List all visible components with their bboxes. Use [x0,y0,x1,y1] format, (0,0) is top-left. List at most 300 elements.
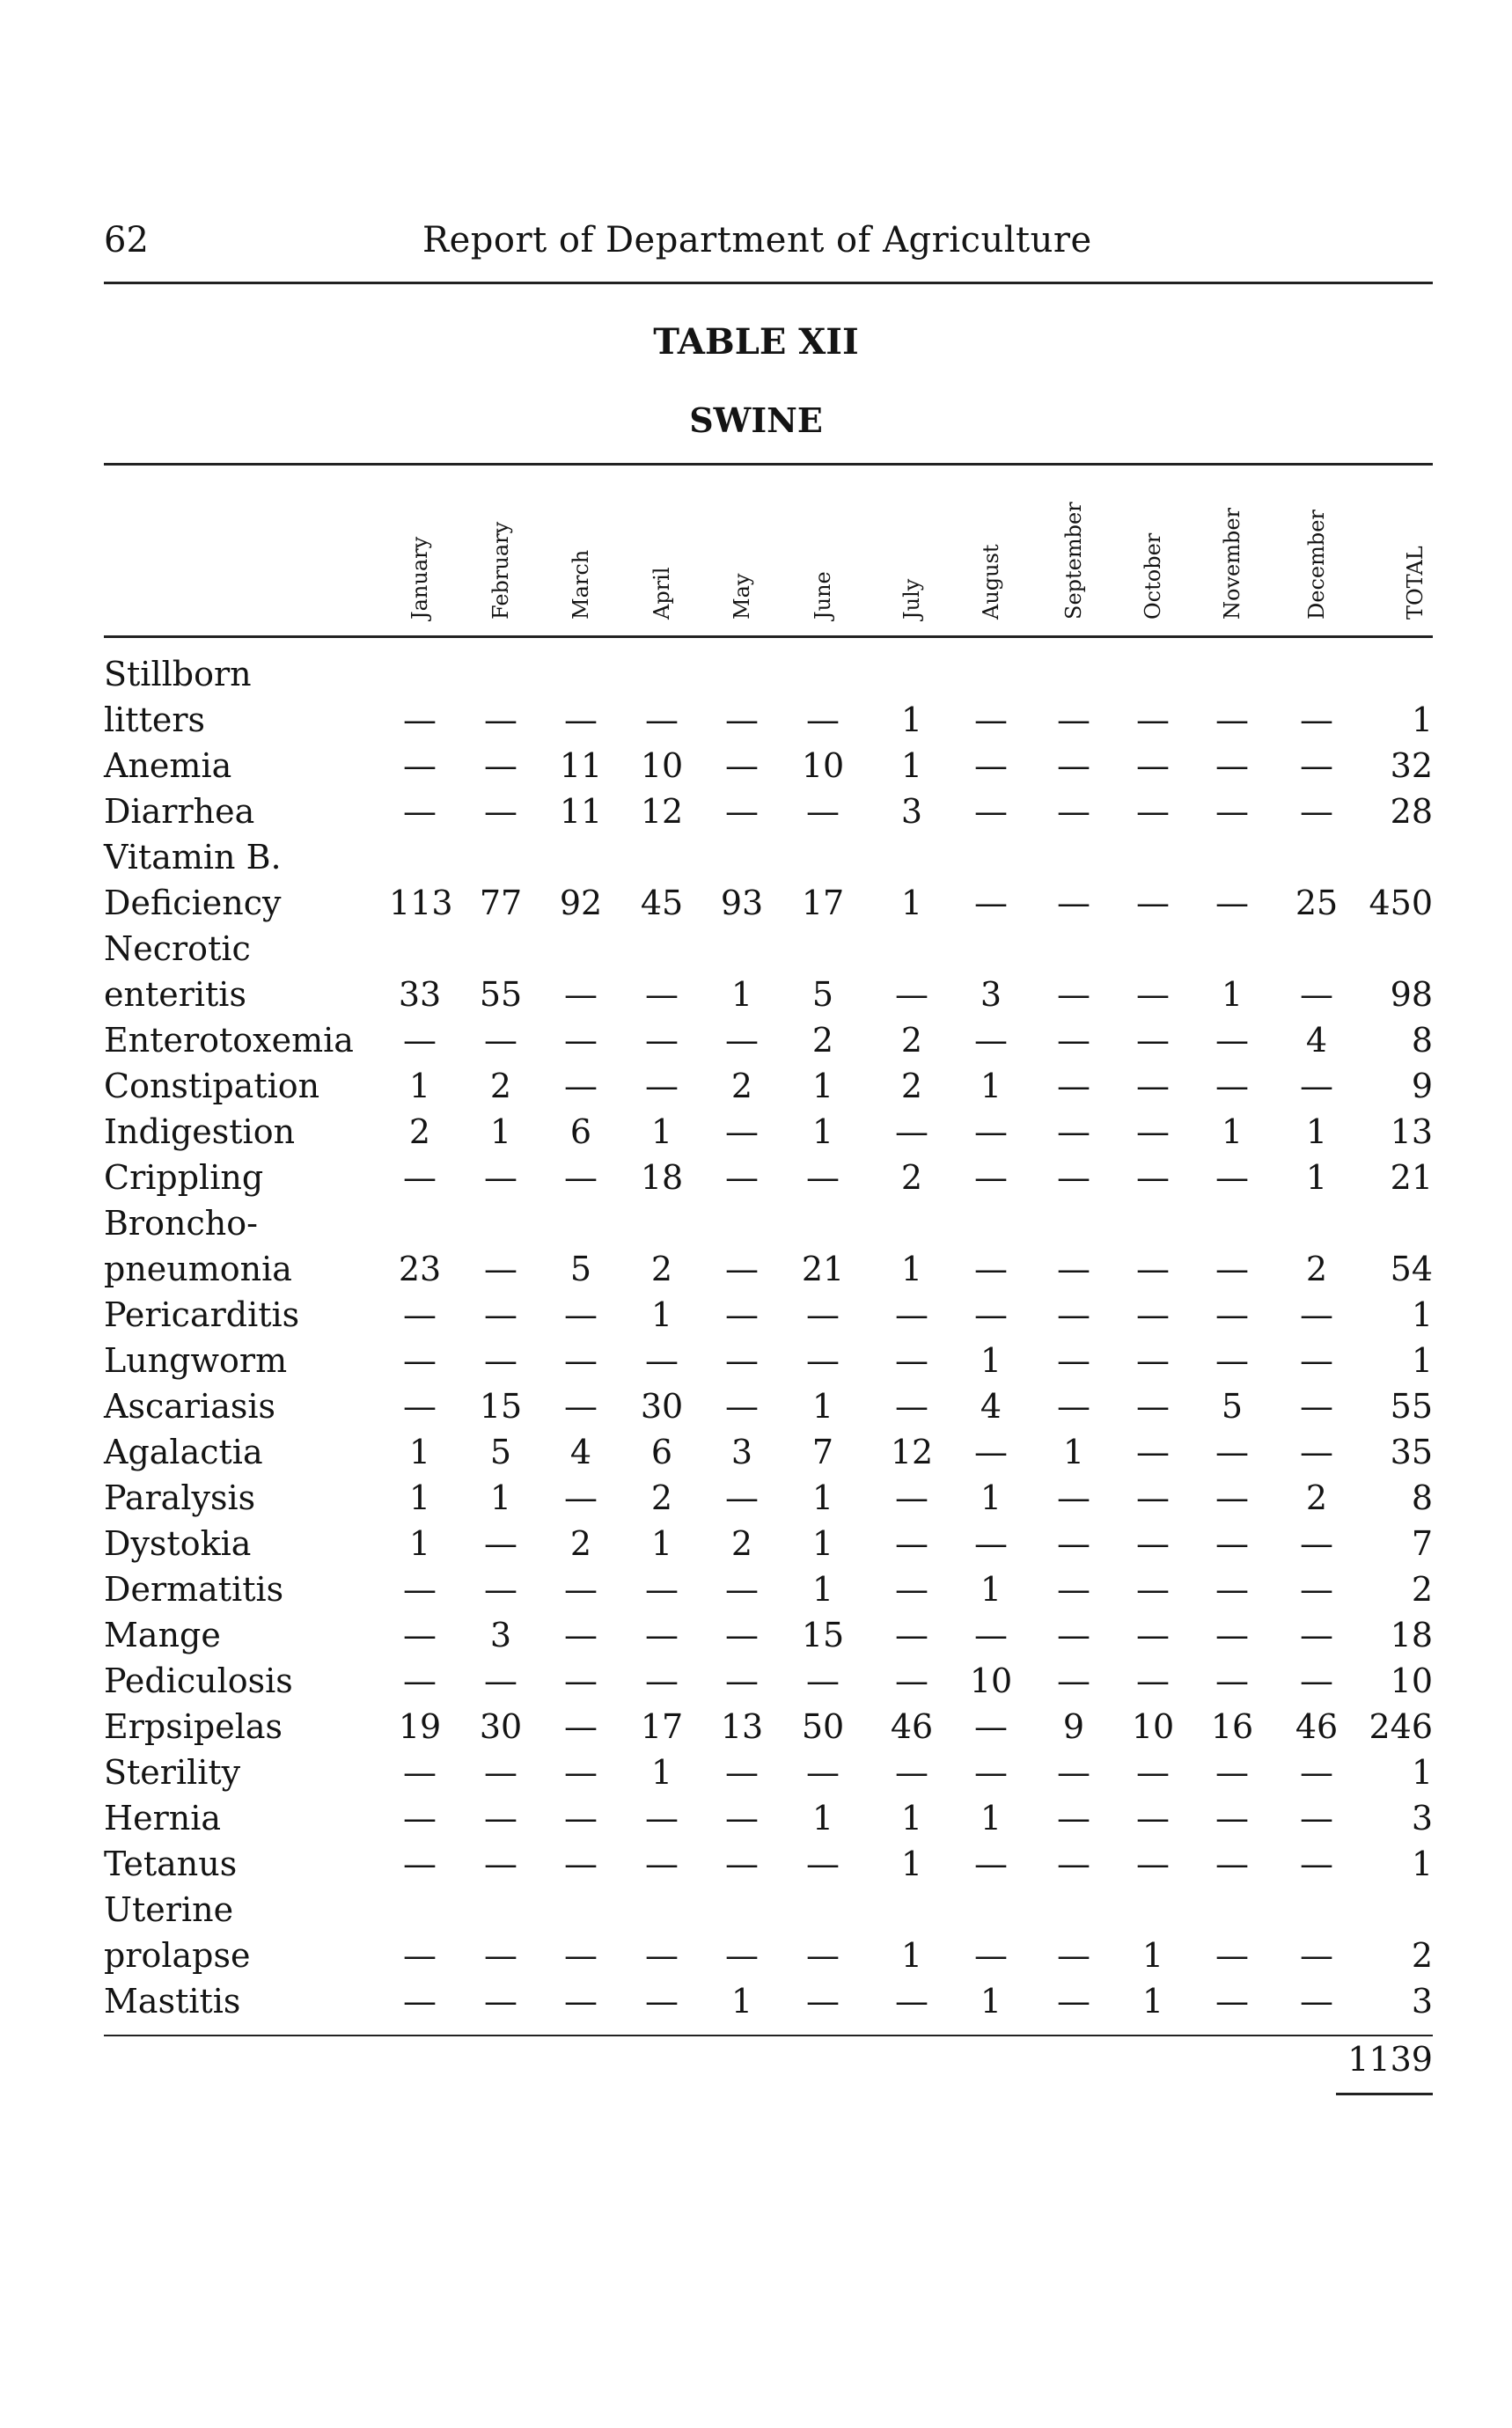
table-cell: — [1057,1524,1090,1563]
table-cell: — [1300,701,1333,739]
table-cell: — [974,1753,1008,1792]
table-cell: — [1057,1753,1090,1792]
table-cell: — [974,1433,1008,1471]
row-label: Anemia [104,746,232,785]
table-cell: 2 [730,1524,753,1563]
table-cell: — [806,1753,840,1792]
table-cell: — [1215,1616,1249,1654]
column-header-label: TOTAL [1403,546,1428,620]
row-total: 8 [1411,1021,1433,1060]
table-cell: — [1300,1433,1333,1471]
table-cell: 15 [801,1616,845,1654]
row-total: 1 [1411,1341,1433,1380]
table-cell: — [403,1799,437,1838]
table-cell: — [1215,884,1249,922]
row-total: 1 [1411,1295,1433,1334]
table-cell: — [484,701,517,739]
table-cell: 1 [980,1341,1002,1380]
table-cell: — [564,1936,598,1975]
table-cell: — [645,1936,679,1975]
table-cell: — [1215,1799,1249,1838]
table-cell: — [725,1021,759,1060]
table-cell: — [1136,1570,1170,1609]
table-cell: 2 [489,1067,512,1105]
table-cell: — [645,1570,679,1609]
table-cell: 1 [650,1112,673,1151]
table-cell: — [1136,1845,1170,1883]
table-cell: — [1136,1753,1170,1792]
table-cell: — [725,1616,759,1654]
table-cell: 6 [569,1112,592,1151]
row-label: Ascariasis [104,1387,276,1426]
row-total: 98 [1390,975,1433,1014]
row-label: Mastitis [104,1982,241,2021]
row-label: Diarrhea [104,792,255,831]
table-cell: — [725,1250,759,1288]
column-header-label: September [1061,502,1086,620]
table-cell: — [484,792,517,831]
table-cell: — [974,1250,1008,1288]
table-cell: — [725,1295,759,1334]
table-cell: — [1057,1158,1090,1197]
table-cell: — [1136,1295,1170,1334]
table-cell: — [1057,1661,1090,1700]
table-cell: 5 [569,1250,592,1288]
table-cell: 46 [890,1707,934,1746]
row-total: 35 [1390,1433,1433,1471]
row-label: Lungworm [104,1341,288,1380]
table-cell: — [974,1845,1008,1883]
table-cell: 55 [479,975,523,1014]
table-cell: 25 [1295,884,1339,922]
row-label: Mange [104,1616,221,1654]
table-cell: — [403,1936,437,1975]
table-cell: 1 [980,1982,1002,2021]
row-label: Crippling [104,1158,264,1197]
table-cell: 1 [900,1799,923,1838]
table-cell: — [1057,1250,1090,1288]
table-cell: — [484,1753,517,1792]
table-cell: 1 [900,701,923,739]
table-cell: — [1136,746,1170,785]
row-total: 246 [1369,1707,1433,1746]
table-cell: — [974,1524,1008,1563]
table-cell: — [403,1661,437,1700]
table-cell: 1 [408,1524,431,1563]
table-cell: 1 [1221,1112,1244,1151]
column-header-label: October [1141,532,1165,620]
table-title: TABLE XII [653,321,859,363]
table-cell: — [725,1478,759,1517]
row-label: Erpsipelas [104,1707,283,1746]
table-cell: 2 [730,1067,753,1105]
table-cell: — [974,1707,1008,1746]
table-cell: 50 [801,1707,845,1746]
table-cell: — [484,1295,517,1334]
row-label: Deficiency [104,884,282,922]
table-cell: — [806,1295,840,1334]
table-cell: — [484,1799,517,1838]
row-label: prolapse [104,1936,251,1975]
table-cell: 93 [720,884,764,922]
table-cell: — [403,1295,437,1334]
row-label: Constipation [104,1067,320,1105]
table-cell: — [895,1982,928,2021]
column-header-label: November [1220,507,1244,620]
table-cell: 2 [569,1524,592,1563]
row-total: 8 [1411,1478,1433,1517]
table-cell: — [1300,1341,1333,1380]
table-cell: — [1136,1250,1170,1288]
table-cell: — [974,701,1008,739]
table-cell: — [1057,1112,1090,1151]
table-cell: 1 [900,1250,923,1288]
table-cell: — [564,1845,598,1883]
table-cell: — [484,1936,517,1975]
table-cell: — [564,1616,598,1654]
table-cell: — [1057,1067,1090,1105]
table-cell: — [1300,1295,1333,1334]
table-cell: 5 [811,975,834,1014]
table-cell: — [725,1845,759,1883]
table-cell: — [1136,975,1170,1014]
row-label: Broncho- [104,1204,258,1243]
table-cell: 113 [389,884,453,922]
column-header-label: July [899,578,924,620]
table-cell: — [1136,701,1170,739]
table-cell: — [1300,1799,1333,1838]
table-cell: — [564,1982,598,2021]
table-cell: — [645,701,679,739]
table-cell: — [403,1845,437,1883]
table-bottom-rule [104,2035,1433,2036]
table-cell: — [974,1021,1008,1060]
table-cell: — [1057,1845,1090,1883]
table-cell: — [974,884,1008,922]
row-label: Agalactia [104,1433,263,1471]
table-cell: — [1136,1616,1170,1654]
table-cell: 23 [398,1250,442,1288]
table-cell: — [895,1753,928,1792]
row-total: 21 [1390,1158,1433,1197]
table-cell: — [895,1295,928,1334]
table-cell: — [974,1936,1008,1975]
table-cell: — [725,1936,759,1975]
table-cell: — [403,1570,437,1609]
row-total: 1 [1411,1753,1433,1792]
column-header-label: January [407,536,432,620]
row-total: 1 [1411,701,1433,739]
table-cell: — [1300,1845,1333,1883]
table-cell: — [1300,1387,1333,1426]
row-total: 18 [1390,1616,1433,1654]
table-cell: — [1136,1112,1170,1151]
table-cell: 1 [900,1936,923,1975]
table-cell: — [1057,1021,1090,1060]
row-total: 3 [1411,1799,1433,1838]
table-cell: — [1136,884,1170,922]
table-cell: — [1136,1021,1170,1060]
table-cell: 9 [1062,1707,1085,1746]
table-cell: — [806,1661,840,1700]
table-cell: — [1215,1067,1249,1105]
table-cell: 10 [801,746,845,785]
table-cell: — [806,1982,840,2021]
table-cell: — [1136,1524,1170,1563]
column-header-label: April [650,567,674,620]
table-cell: — [806,792,840,831]
table-cell: — [645,1341,679,1380]
table-cell: 2 [900,1067,923,1105]
table-cell: — [1300,1661,1333,1700]
table-cell: — [725,1158,759,1197]
table-cell: — [1057,1387,1090,1426]
table-cell: 4 [980,1387,1002,1426]
row-total: 54 [1390,1250,1433,1288]
row-total: 2 [1411,1936,1433,1975]
row-label: Uterine [104,1890,234,1929]
table-cell: — [974,746,1008,785]
table-cell: — [645,1799,679,1838]
table-cell: — [974,1158,1008,1197]
table-cell: 10 [1131,1707,1175,1746]
table-cell: — [1215,1341,1249,1380]
table-cell: — [895,1661,928,1700]
table-cell: — [1215,1661,1249,1700]
table-cell: — [645,1067,679,1105]
table-cell: 46 [1295,1707,1339,1746]
table-cell: — [725,746,759,785]
column-header-label: May [730,573,754,620]
table-cell: — [1136,1433,1170,1471]
table-cell: — [1215,1433,1249,1471]
table-cell: — [403,701,437,739]
row-total: 1 [1411,1845,1433,1883]
table-cell: 2 [900,1021,923,1060]
table-cell: — [564,1478,598,1517]
table-cell: 1 [489,1112,512,1151]
table-cell: 10 [640,746,684,785]
table-cell: — [564,1158,598,1197]
table-cell: — [895,1112,928,1151]
row-label: Paralysis [104,1478,256,1517]
table-cell: — [895,1524,928,1563]
table-header-rule [104,635,1433,638]
table-cell: — [806,1341,840,1380]
table-cell: — [564,1707,598,1746]
column-header-label: December [1304,510,1329,620]
table-cell: 2 [650,1250,673,1288]
table-cell: — [725,1112,759,1151]
table-top-rule [104,463,1433,466]
table-cell: 1 [811,1387,834,1426]
table-cell: — [403,1158,437,1197]
table-cell: 4 [569,1433,592,1471]
table-cell: — [645,1616,679,1654]
table-cell: 3 [730,1433,753,1471]
table-cell: — [1300,1616,1333,1654]
table-cell: — [564,1799,598,1838]
table-cell: — [403,1387,437,1426]
table-cell: 92 [559,884,603,922]
table-cell: 11 [559,746,603,785]
row-label: pneumonia [104,1250,292,1288]
table-cell: 1 [1062,1433,1085,1471]
column-header-label: June [811,571,835,620]
row-label: Hernia [104,1799,222,1838]
table-cell: 1 [811,1524,834,1563]
table-cell: 1 [980,1570,1002,1609]
row-total: 32 [1390,746,1433,785]
grand-total: 1139 [1347,2040,1433,2079]
table-cell: — [806,701,840,739]
page-header [104,220,1433,282]
table-cell: — [1136,1799,1170,1838]
table-cell: — [484,1982,517,2021]
table-cell: — [1300,1753,1333,1792]
table-cell: — [1057,1982,1090,2021]
table-cell: — [403,1616,437,1654]
table-cell: 1 [900,1845,923,1883]
table-cell: — [564,1387,598,1426]
table-cell: 1 [980,1067,1002,1105]
table-cell: 18 [640,1158,684,1197]
table-cell: — [564,975,598,1014]
table-cell: — [484,1250,517,1288]
table-cell: 1 [980,1478,1002,1517]
table-cell: — [484,1524,517,1563]
table-cell: 4 [1305,1021,1328,1060]
row-total: 450 [1369,884,1433,922]
table-cell: — [564,1341,598,1380]
table-cell: 15 [479,1387,523,1426]
table-cell: — [1057,1295,1090,1334]
table-cell: 1 [489,1478,512,1517]
table-cell: — [1136,1341,1170,1380]
table-cell: — [1057,792,1090,831]
table-cell: — [403,746,437,785]
row-label: Indigestion [104,1112,296,1151]
table-cell: — [1057,884,1090,922]
table-cell: 30 [640,1387,684,1426]
table-cell: — [1215,1158,1249,1197]
table-cell: 1 [900,746,923,785]
table-cell: — [895,1387,928,1426]
table-cell: 2 [811,1021,834,1060]
table-cell: — [1136,1387,1170,1426]
table-cell: — [1136,1158,1170,1197]
table-cell: 1 [730,975,753,1014]
table-cell: 10 [969,1661,1013,1700]
table-cell: 45 [640,884,684,922]
table-cell: 12 [890,1433,934,1471]
table-cell: 2 [408,1112,431,1151]
table-cell: 16 [1210,1707,1254,1746]
row-label: Stillborn [104,655,252,693]
table-cell: 1 [900,884,923,922]
table-cell: — [895,975,928,1014]
table-cell: — [1057,701,1090,739]
table-cell: 1 [1221,975,1244,1014]
table-cell: — [1136,1478,1170,1517]
table-cell: — [1215,1845,1249,1883]
grand-total-rule [1336,2093,1433,2095]
table-cell: — [1300,1936,1333,1975]
table-cell: 1 [811,1570,834,1609]
table-cell: — [403,792,437,831]
row-label: Dermatitis [104,1570,284,1609]
table-cell: — [1300,1067,1333,1105]
table-cell: — [645,1845,679,1883]
table-cell: 33 [398,975,442,1014]
row-label: Pericarditis [104,1295,300,1334]
table-cell: — [895,1341,928,1380]
table-cell: 3 [489,1616,512,1654]
table-cell: — [403,1982,437,2021]
table-cell: 5 [489,1433,512,1471]
table-cell: — [645,1021,679,1060]
table-cell: 2 [1305,1250,1328,1288]
table-cell: 3 [900,792,923,831]
table-cell: — [725,1387,759,1426]
table-cell: — [1057,1570,1090,1609]
table-cell: — [564,701,598,739]
table-cell: — [725,1570,759,1609]
row-label: litters [104,701,206,739]
column-header-label: March [569,549,593,620]
table-cell: — [564,1021,598,1060]
table-cell: — [1136,1067,1170,1105]
table-cell: — [1136,1661,1170,1700]
table-cell: 6 [650,1433,673,1471]
table-cell: 1 [811,1112,834,1151]
table-cell: 30 [479,1707,523,1746]
row-total: 10 [1390,1661,1433,1700]
row-label: Tetanus [104,1845,238,1883]
table-cell: 1 [811,1799,834,1838]
table-cell: — [1057,1341,1090,1380]
table-cell: 12 [640,792,684,831]
page-number: 62 [104,220,149,260]
table-cell: — [1300,1524,1333,1563]
table-cell: — [725,701,759,739]
header-rule [104,282,1433,284]
table-cell: — [725,1341,759,1380]
table-cell: — [974,1616,1008,1654]
column-header-label: August [979,544,1003,620]
table-cell: — [1057,1478,1090,1517]
row-total: 13 [1390,1112,1433,1151]
table-cell: — [484,1570,517,1609]
table-cell: 1 [408,1433,431,1471]
table-cell: — [725,792,759,831]
table-cell: 1 [811,1478,834,1517]
table-cell: 5 [1221,1387,1244,1426]
row-total: 2 [1411,1570,1433,1609]
table-cell: — [1215,792,1249,831]
table-cell: — [725,1799,759,1838]
table-cell: — [1215,1524,1249,1563]
table-subtitle: SWINE [689,400,823,440]
table-cell: — [403,1341,437,1380]
table-cell: — [895,1570,928,1609]
table-cell: 21 [801,1250,845,1288]
table-cell: — [974,1295,1008,1334]
column-header-label: February [488,521,513,620]
table-cell: — [1215,1250,1249,1288]
table-cell: — [1300,1982,1333,2021]
table-cell: 1 [650,1295,673,1334]
